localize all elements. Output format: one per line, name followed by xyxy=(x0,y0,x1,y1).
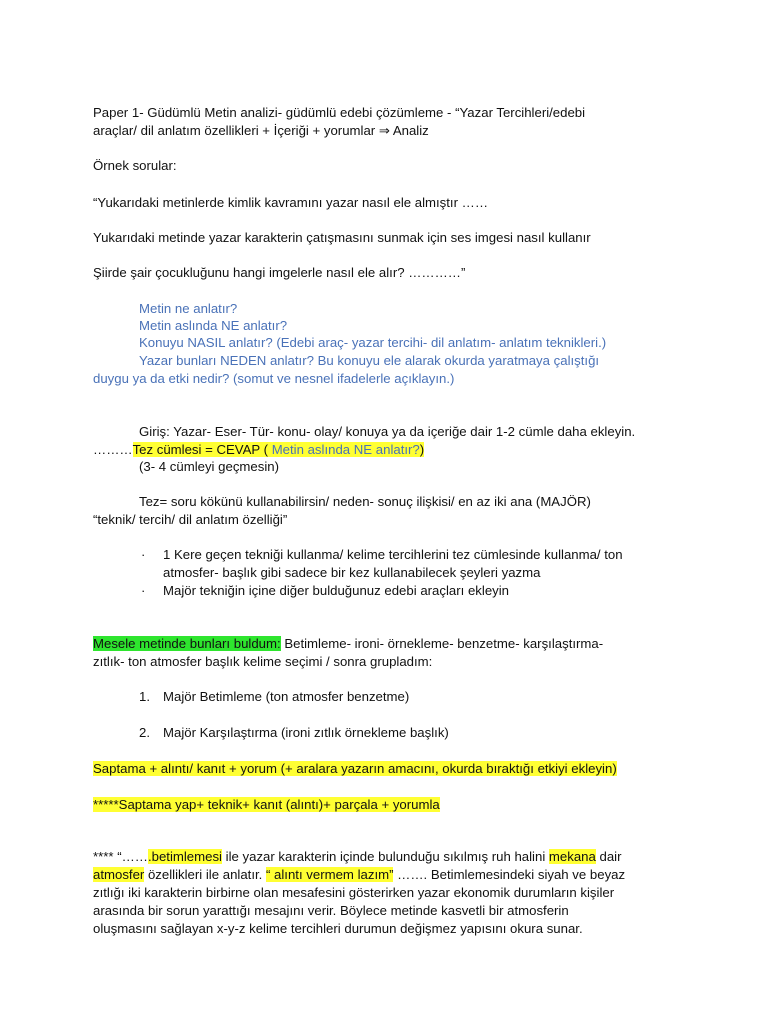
guide-question-4: Yazar bunları NEDEN anlatır? Bu konuyu ele alarak okurda yaratmaya çalıştığı xyxy=(139,353,600,368)
mesele-highlight: Mesele metinde bunları buldum: xyxy=(93,636,281,651)
tez-cumlesi-question: Metin aslında NE anlatır? xyxy=(271,442,420,457)
example-line-4: arasında bir sorun yarattığı mesajını verir. Böylece metinde kasvetli bir atmosferin xyxy=(93,903,569,918)
guide-question-2: Metin aslında NE anlatır? xyxy=(139,318,288,333)
example-line-1 xyxy=(93,848,622,865)
bullet-item-2: Majör tekniğin içine diğer bulduğunuz edebi araçları ekleyin xyxy=(163,583,510,598)
intro-line-1: Paper 1- Güdümlü Metin analizi- güdümlü edebi çözümleme - “Yazar Tercihleri/edebi xyxy=(93,105,586,120)
saptama-highlight-1: Saptama + alıntı/ kanıt + yorum (+ aralara yazarın amacını, okurda bıraktığı etkiyi ekleyin) xyxy=(93,761,617,776)
saptama-highlight-2: *****Saptama yap+ teknik+ kanıt (alıntı)+ parçala + yorumla xyxy=(93,797,440,812)
intro-line-2: araçlar/ dil anlatım özellikleri + İçeriği + yorumlar ⇒ Analiz xyxy=(93,123,429,138)
example-line-3: zıtlığı iki karakterin birbirne olan mesafesini gösterirken yazar ekonomik durumların kişiler xyxy=(93,885,615,900)
example-prefix: **** “…… xyxy=(93,849,148,864)
bullet-mark-1: · xyxy=(141,547,146,562)
tez-cumlesi-highlight xyxy=(133,442,425,457)
tez-cumlesi-label: Tez cümlesi = CEVAP ( xyxy=(132,442,272,457)
highlight-betimlemesi: .betimlemesi xyxy=(147,849,222,864)
guide-question-1: Metin ne anlatır? xyxy=(139,301,238,316)
mesele-line-1 xyxy=(93,635,603,652)
saptama-line-2 xyxy=(93,796,440,813)
question-2: Yukarıdaki metinde yazar karakterin çatışmasını sunmak için ses imgesi nasıl kullanır xyxy=(93,230,591,245)
numbered-2-text: Majör Karşılaştırma (ironi zıtlık örnekleme başlık) xyxy=(163,725,449,740)
giris-line-1: Giriş: Yazar- Eser- Tür- konu- olay/ konuya ya da içeriğe dair 1-2 cümle daha ekleyin. xyxy=(139,424,636,439)
guide-question-4-cont: duygu ya da etki nedir? (somut ve nesnel ifadelerle açıklayın.) xyxy=(93,371,455,386)
highlight-alinti: “ alıntı vermem lazım” xyxy=(265,867,394,882)
giris-line-2 xyxy=(93,441,424,458)
ellipsis: ……… xyxy=(93,442,133,457)
example-line-5: oluşmasını sağlayan x-y-z kelime tercihleri durumun değişmez yapısını okura sunar. xyxy=(93,921,583,936)
tez-line-1: Tez= soru kökünü kullanabilirsin/ neden- sonuç ilişkisi/ en az iki ana (MAJÖR) xyxy=(139,494,591,509)
bullet-mark-2: · xyxy=(141,583,146,598)
bullet-item-1a: 1 Kere geçen tekniği kullanma/ kelime tercihlerini tez cümlesinde kullanma/ ton xyxy=(163,547,623,562)
question-1: “Yukarıdaki metinlerde kimlik kavramını yazar nasıl ele almıştır …… xyxy=(93,195,489,210)
mesele-rest: Betimleme- ironi- örnekleme- benzetme- karşılaştırma- xyxy=(280,636,604,651)
saptama-line-1 xyxy=(93,760,617,777)
question-3: Şiirde şair çocukluğunu hangi imgelerle nasıl ele alır? …………” xyxy=(93,265,466,280)
example-text-1: ile yazar karakterin içinde bulunduğu sıkılmış ruh halini xyxy=(222,849,549,864)
numbered-1-number: 1. xyxy=(139,689,150,704)
guide-question-3: Konuyu NASIL anlatır? (Edebi araç- yazar tercihi- dil anlatım- anlatım teknikleri.) xyxy=(139,335,607,350)
giris-line-3: (3- 4 cümleyi geçmesin) xyxy=(139,459,279,474)
numbered-2-number: 2. xyxy=(139,725,150,740)
highlight-atmosfer: atmosfer xyxy=(93,867,145,882)
bullet-item-1b: atmosfer- başlık gibi sadece bir kez kullanabilecek şeyleri yazma xyxy=(163,565,541,580)
ornek-heading: Örnek sorular: xyxy=(93,158,177,173)
mesele-line-2: zıtlık- ton atmosfer başlık kelime seçimi / sonra grupladım: xyxy=(93,654,433,669)
tez-line-2: “teknik/ tercih/ dil anlatım özelliği” xyxy=(93,512,288,527)
example-line-2 xyxy=(93,866,625,883)
example-text-3: özellikleri ile anlatır. xyxy=(144,867,266,882)
tez-cumlesi-close: ) xyxy=(419,442,425,457)
example-text-4: ……. Betimlemesindeki siyah ve beyaz xyxy=(393,867,626,882)
example-text-2: dair xyxy=(595,849,622,864)
highlight-mekana: mekana xyxy=(548,849,596,864)
numbered-1-text: Majör Betimleme (ton atmosfer benzetme) xyxy=(163,689,410,704)
